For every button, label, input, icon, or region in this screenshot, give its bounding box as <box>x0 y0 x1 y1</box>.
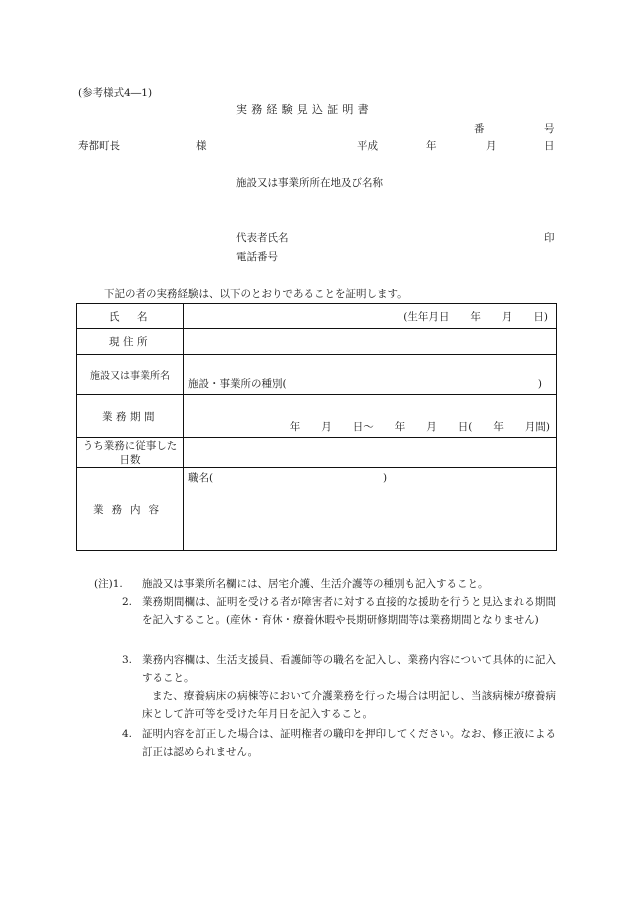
birthdate-hint: (生年月日 年 月 日) <box>403 311 548 323</box>
number-suffix-label: 号 <box>544 123 555 135</box>
content-label-cell <box>77 468 184 551</box>
note-3-text: 業務内容欄は、生活支援員、看護師等の職名を記入し、業務内容について具体的に記入すること。 <box>142 654 556 684</box>
note-3-addendum <box>122 688 556 724</box>
note-4 <box>122 726 556 762</box>
experience-table <box>76 303 557 551</box>
period-label-cell <box>77 395 184 438</box>
note-1-text: 施設又は事業所名欄には、居宅介護、生活介護等の種別も記入すること。 <box>142 578 489 590</box>
table-row-address <box>77 329 557 355</box>
note-2-number: 2. <box>122 596 133 608</box>
month-label: 月 <box>486 140 497 152</box>
phone-label: 電話番号 <box>236 251 278 263</box>
note-1 <box>94 576 554 594</box>
note-2-text: 業務期間欄は、証明を受ける者が障害者に対する直接的な援助を行うと見込まれる期間を記入すること。(産休・育休・療養休暇や長期研修期間等は業務期間となりません) <box>142 596 556 626</box>
note-3-number: 3. <box>122 654 133 666</box>
note-4-text: 証明内容を訂正した場合は、証明権者の職印を押印してください。なお、修正液による訂正は認められません。 <box>142 728 556 758</box>
table-row-content <box>77 468 557 551</box>
note-4-number: 4. <box>122 728 133 740</box>
facility-field[interactable] <box>184 355 557 395</box>
number-label: 番 <box>474 123 485 135</box>
representative-name-label: 代表者氏名 <box>236 232 289 244</box>
certifier-facility-label: 施設又は事業所所在地及び名称 <box>236 177 383 189</box>
note-3 <box>122 652 556 688</box>
seal-label: 印 <box>544 232 555 244</box>
days-field[interactable] <box>184 438 557 468</box>
content-field[interactable] <box>184 468 557 551</box>
intro-text: 下記の者の実務経験は、以下のとおりであることを証明します。 <box>104 288 408 300</box>
days-label: うち業務に従事した日数 <box>82 439 178 466</box>
addressee-honorific: 様 <box>196 140 207 152</box>
day-label: 日 <box>544 140 555 152</box>
job-title-label: 職名( <box>188 472 214 484</box>
table-row-days <box>77 438 557 468</box>
table-row-name <box>77 304 557 329</box>
facility-type-label: 施設・事業所の種別( <box>188 377 287 390</box>
days-label-cell <box>77 438 184 468</box>
addressee-town: 寿都町長 <box>78 140 120 152</box>
form-reference: (参考様式4―1) <box>78 87 153 99</box>
note-3-addendum-text: また、療養病床の病棟等において介護業務を行った場合は明記し、当該病棟が療養病床として許可等を受けた年月日を記入すること。 <box>142 690 556 720</box>
job-title-close: ) <box>383 472 388 484</box>
name-field[interactable] <box>184 304 557 329</box>
year-label: 年 <box>426 140 437 152</box>
note-1-number: (注)1. <box>94 578 123 590</box>
period-label: 業務期間 <box>102 410 158 423</box>
address-field[interactable] <box>184 329 557 355</box>
period-value: 年 月 日～ 年 月 日( 年 月間) <box>289 420 550 433</box>
note-2 <box>122 594 556 648</box>
content-label: 業務内容 <box>93 503 167 516</box>
era-label: 平成 <box>357 140 378 152</box>
name-label: 氏 名 <box>109 310 151 323</box>
facility-label: 施設又は事業所名 <box>90 371 170 382</box>
table-row-facility <box>77 355 557 395</box>
period-field[interactable] <box>184 395 557 438</box>
address-label: 現住所 <box>109 336 151 348</box>
name-label-cell <box>77 304 184 329</box>
table-row-period <box>77 395 557 438</box>
address-label-cell <box>77 329 184 355</box>
facility-label-cell <box>77 355 184 395</box>
facility-type-close: ) <box>537 377 542 390</box>
document-title: 実務経験見込証明書 <box>236 103 373 116</box>
